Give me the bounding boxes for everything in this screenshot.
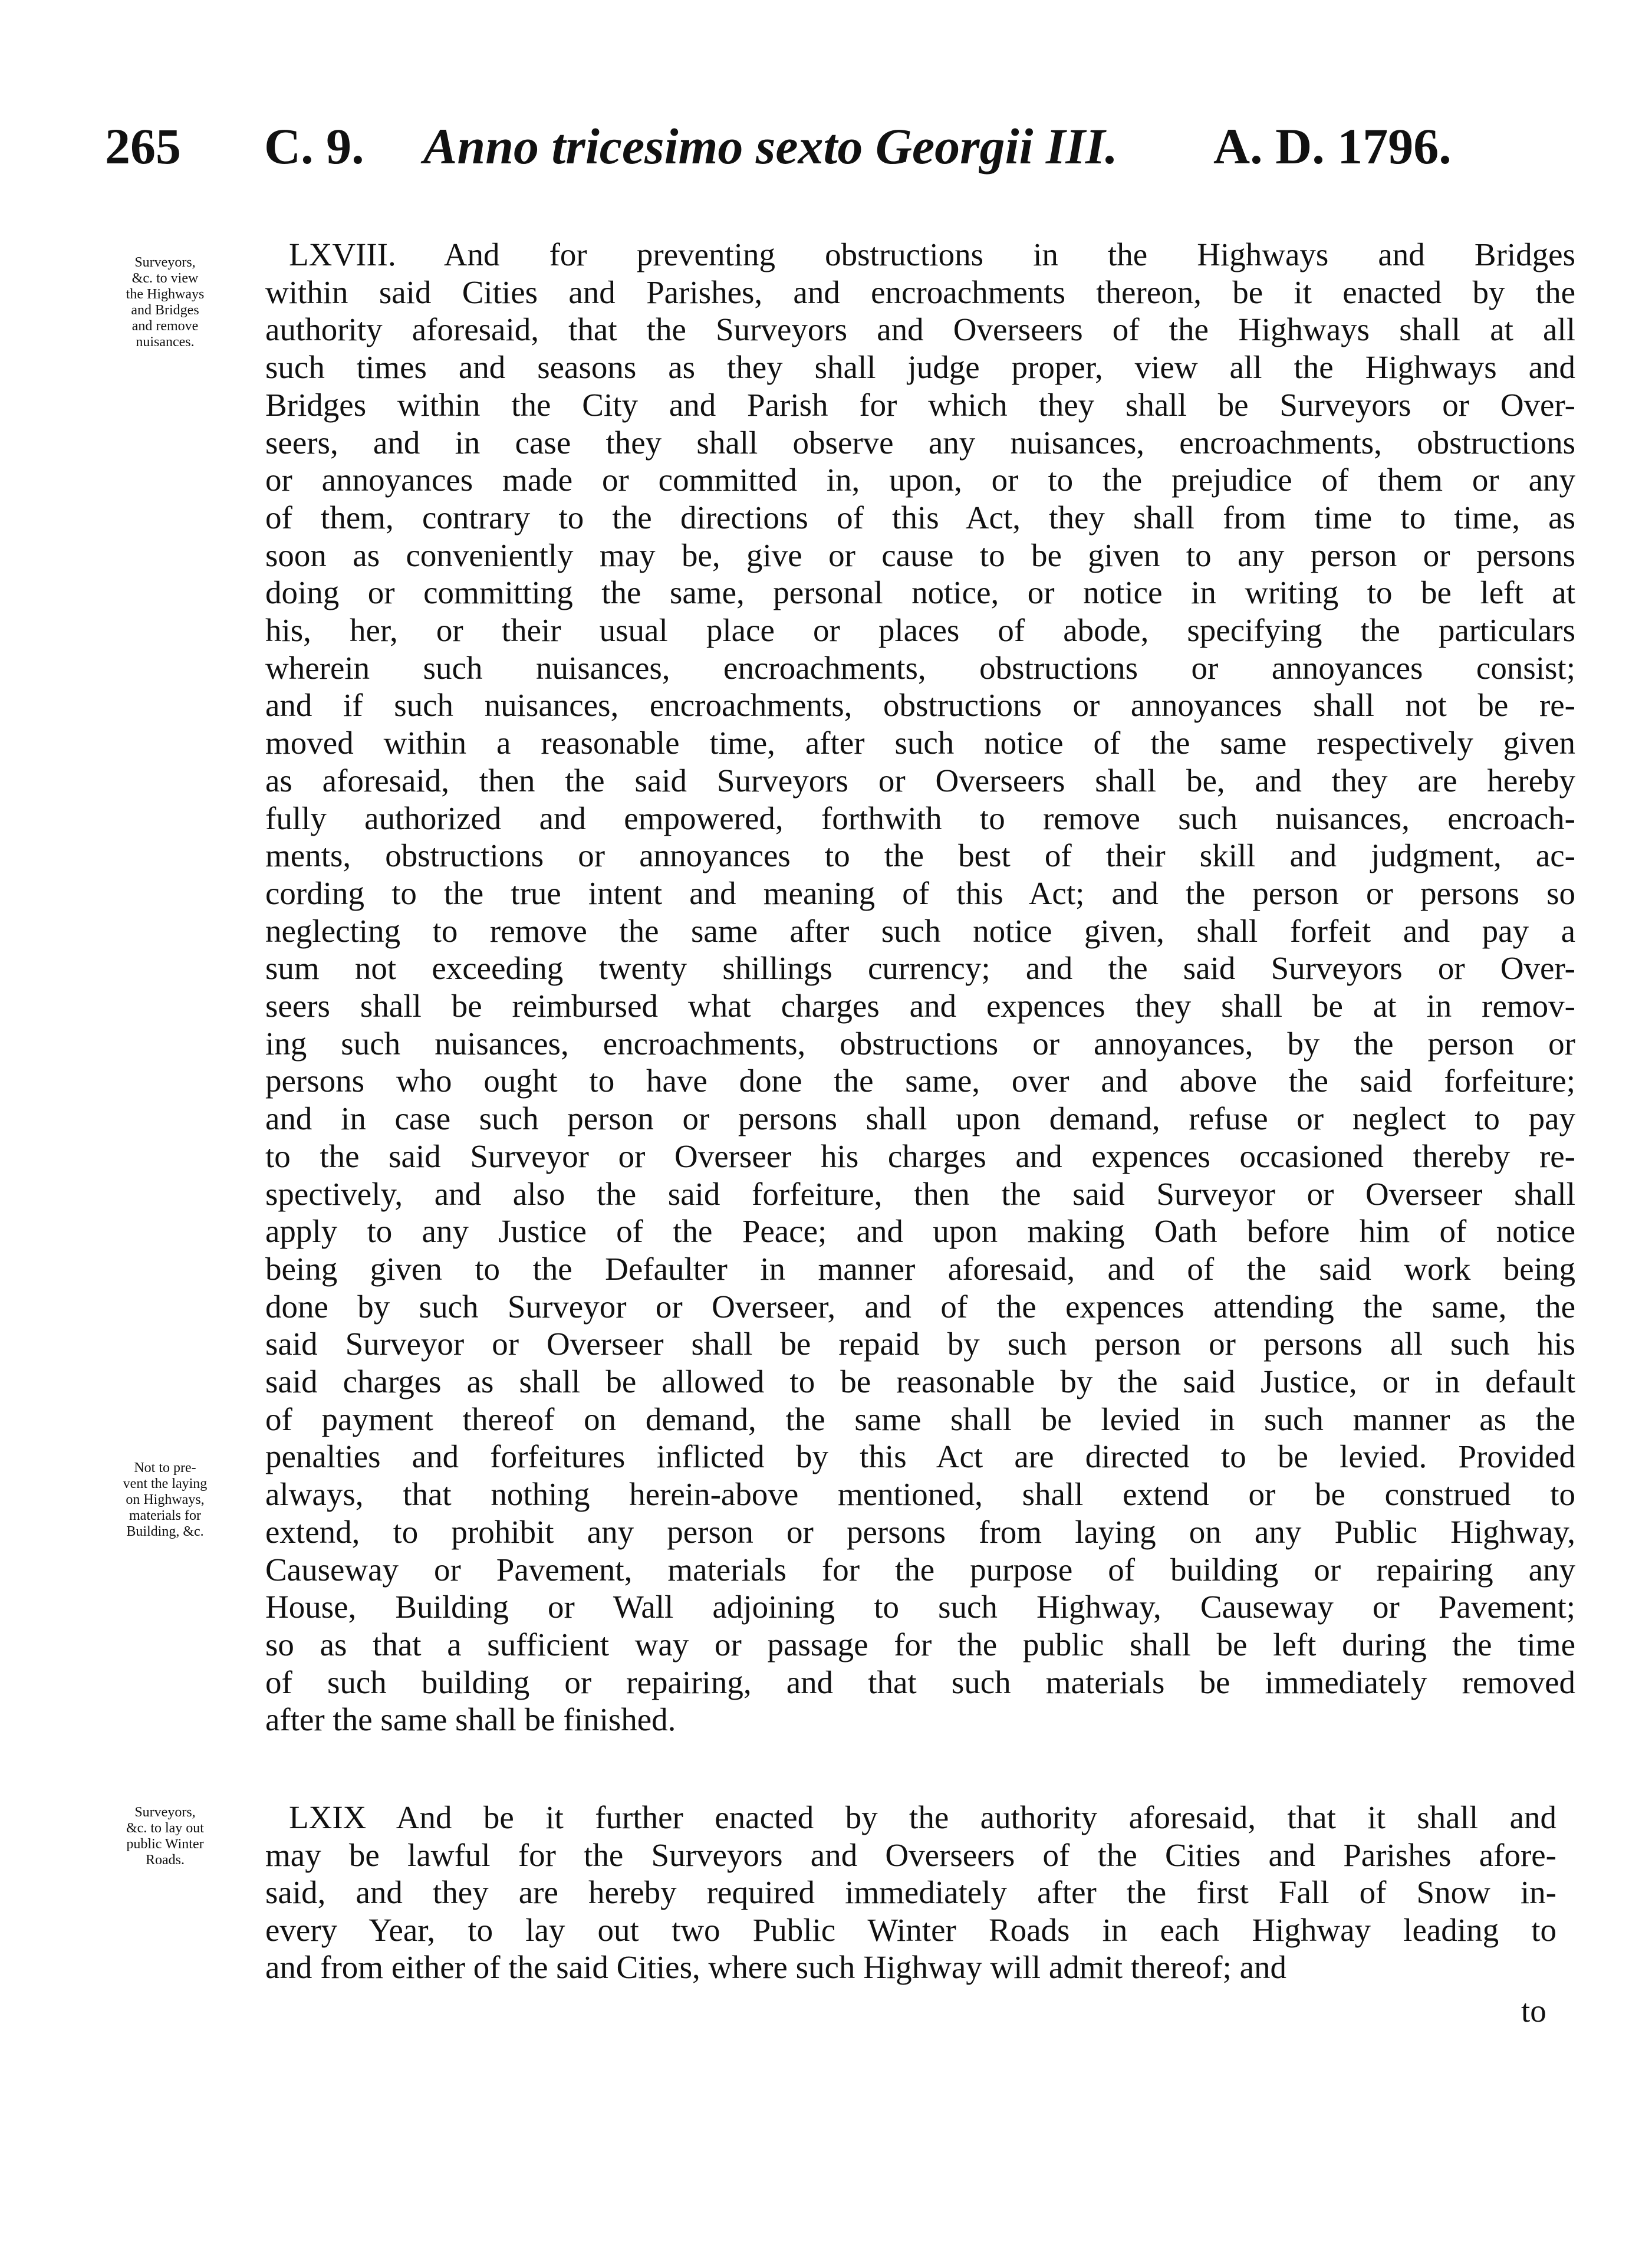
margin-note-line: Roads. (146, 1852, 185, 1868)
text-line: moved within a reasonable time, after such notice of the same respectively given (265, 725, 1575, 761)
text-line: House, Building or Wall adjoining to such Highway, Causeway or Pavement; (265, 1589, 1575, 1625)
text-line: doing or committing the same, personal notice, or notice in writing to be left at (265, 574, 1575, 611)
text-line: ments, obstructions or annoyances to the best of their skill and judgment, ac- (265, 837, 1575, 874)
running-title: Anno tricesimo sexto Georgii III. (423, 118, 1118, 175)
margin-note-line: Surveyors, (134, 255, 196, 270)
text-line: and in case such person or persons shall upon demand, refuse or neglect to pay (265, 1100, 1575, 1137)
text-line: may be lawful for the Surveyors and Overseers of the Cities and Parishes afore- (265, 1836, 1556, 1873)
text-line: penalties and forfeitures inflicted by this Act are directed to be levied. Provided (265, 1438, 1575, 1475)
margin-note-line: public Winter (126, 1836, 204, 1852)
text-line: said Surveyor or Overseer shall be repaid by such person or persons all such his (265, 1326, 1575, 1362)
text-line: persons who ought to have done the same, over and above the said forfeiture; (265, 1063, 1575, 1099)
text-line: as aforesaid, then the said Surveyors or Overseers shall be, and they are hereby (265, 762, 1575, 799)
text-line: being given to the Defaulter in manner aforesaid, and of the said work being (265, 1250, 1575, 1287)
text-line: cording to the true intent and meaning of this Act; and the person or persons so (265, 875, 1575, 911)
margin-note-surveyors-view (71, 255, 259, 350)
text-line: LXIX And be it further enacted by the authority aforesaid, that it shall and (289, 1799, 1556, 1835)
text-line: ing such nuisances, encroachments, obstructions or annoyances, by the person or (265, 1025, 1575, 1062)
text-line: Causeway or Pavement, materials for the purpose of building or repairing any (265, 1551, 1575, 1588)
text-line: of such building or repairing, and that such materials be immediately removed (265, 1664, 1575, 1700)
year: A. D. 1796. (1213, 118, 1452, 175)
margin-note-line: nuisances. (136, 334, 195, 350)
margin-note-line: and remove (131, 318, 199, 334)
text-line: done by such Surveyor or Overseer, and of the expences attending the same, the (265, 1288, 1575, 1325)
text-line: Bridges within the City and Parish for which they shall be Surveyors or Over- (265, 386, 1575, 423)
text-line: wherein such nuisances, encroachments, obstructions or annoyances consist; (265, 649, 1575, 686)
margin-note-line: the Highways (126, 287, 205, 302)
text-line: of payment thereof on demand, the same shall be levied in such manner as the (265, 1401, 1575, 1437)
text-line: always, that nothing herein-above mentioned, shall extend or be construed to (265, 1476, 1575, 1513)
margin-note-line: &c. to lay out (126, 1821, 204, 1836)
text-line: fully authorized and empowered, forthwith to remove such nuisances, encroach- (265, 800, 1575, 836)
margin-note-line: Building, &c. (126, 1524, 204, 1539)
text-line: such times and seasons as they shall judge proper, view all the Highways and (265, 349, 1575, 386)
text-line: his, her, or their usual place or places of abode, specifying the particulars (265, 612, 1575, 648)
catchword: to (1521, 1993, 1546, 2029)
margin-note-line: on Highways, (126, 1492, 205, 1507)
margin-note-not-to-prevent (71, 1460, 259, 1540)
text-line: extend, to prohibit any person or persons from laying on any Public Highway, (265, 1513, 1575, 1550)
text-line: and from either of the said Cities, where such Highway will admit thereof; and (265, 1949, 1287, 1985)
text-line: seers shall be reimbursed what charges and expences they shall be at in remov- (265, 988, 1575, 1024)
margin-note-line: materials for (129, 1508, 201, 1523)
text-line: sum not exceeding twenty shillings currency; and the said Surveyors or Over- (265, 950, 1575, 987)
text-line: authority aforesaid, that the Surveyors and Overseers of the Highways shall at all (265, 311, 1575, 348)
text-line: said charges as shall be allowed to be reasonable by the said Justice, or in default (265, 1364, 1575, 1399)
text-line: LXVIII. And for preventing obstructions in the Highways and Bridges (289, 236, 1575, 272)
text-line: or annoyances made or committed in, upon, or to the prejudice of them or any (265, 462, 1575, 498)
text-line: of them, contrary to the directions of this Act, they shall from time to time, as (265, 499, 1575, 535)
margin-note-line: vent the laying (123, 1476, 208, 1491)
text-line: every Year, to lay out two Public Winter Roads in each Highway leading to (265, 1911, 1556, 1948)
text-line: and if such nuisances, encroachments, obstructions or annoyances shall not be re- (265, 687, 1575, 724)
text-line: neglecting to remove the same after such notice given, shall forfeit and pay a (265, 912, 1575, 949)
margin-note-line: Surveyors, (134, 1805, 196, 1820)
text-line: seers, and in case they shall observe any nuisances, encroachments, obstructions (265, 424, 1575, 461)
text-line: so as that a sufficient way or passage for the public shall be left during the time (265, 1626, 1575, 1663)
text-line: apply to any Justice of the Peace; and upon making Oath before him of notice (265, 1213, 1575, 1250)
margin-note-winter-roads (71, 1805, 259, 1868)
text-line: within said Cities and Parishes, and encroachments thereon, be it enacted by the (265, 274, 1575, 310)
text-line: after the same shall be finished. (265, 1701, 676, 1738)
running-header (105, 117, 1567, 188)
text-line: to the said Surveyor or Overseer his charges and expences occasioned thereby re- (265, 1138, 1575, 1174)
page-number: 265 (105, 118, 181, 175)
margin-note-line: and Bridges (131, 303, 199, 318)
text-line: said, and they are hereby required immediately after the first Fall of Snow in- (265, 1874, 1556, 1910)
text-line: soon as conveniently may be, give or cause to be given to any person or persons (265, 537, 1575, 573)
margin-note-line: &c. to view (131, 271, 199, 286)
text-line: spectively, and also the said forfeiture, then the said Surveyor or Overseer shall (265, 1175, 1575, 1212)
margin-note-line: Not to pre- (134, 1460, 196, 1476)
chapter-number: C. 9. (264, 118, 364, 175)
